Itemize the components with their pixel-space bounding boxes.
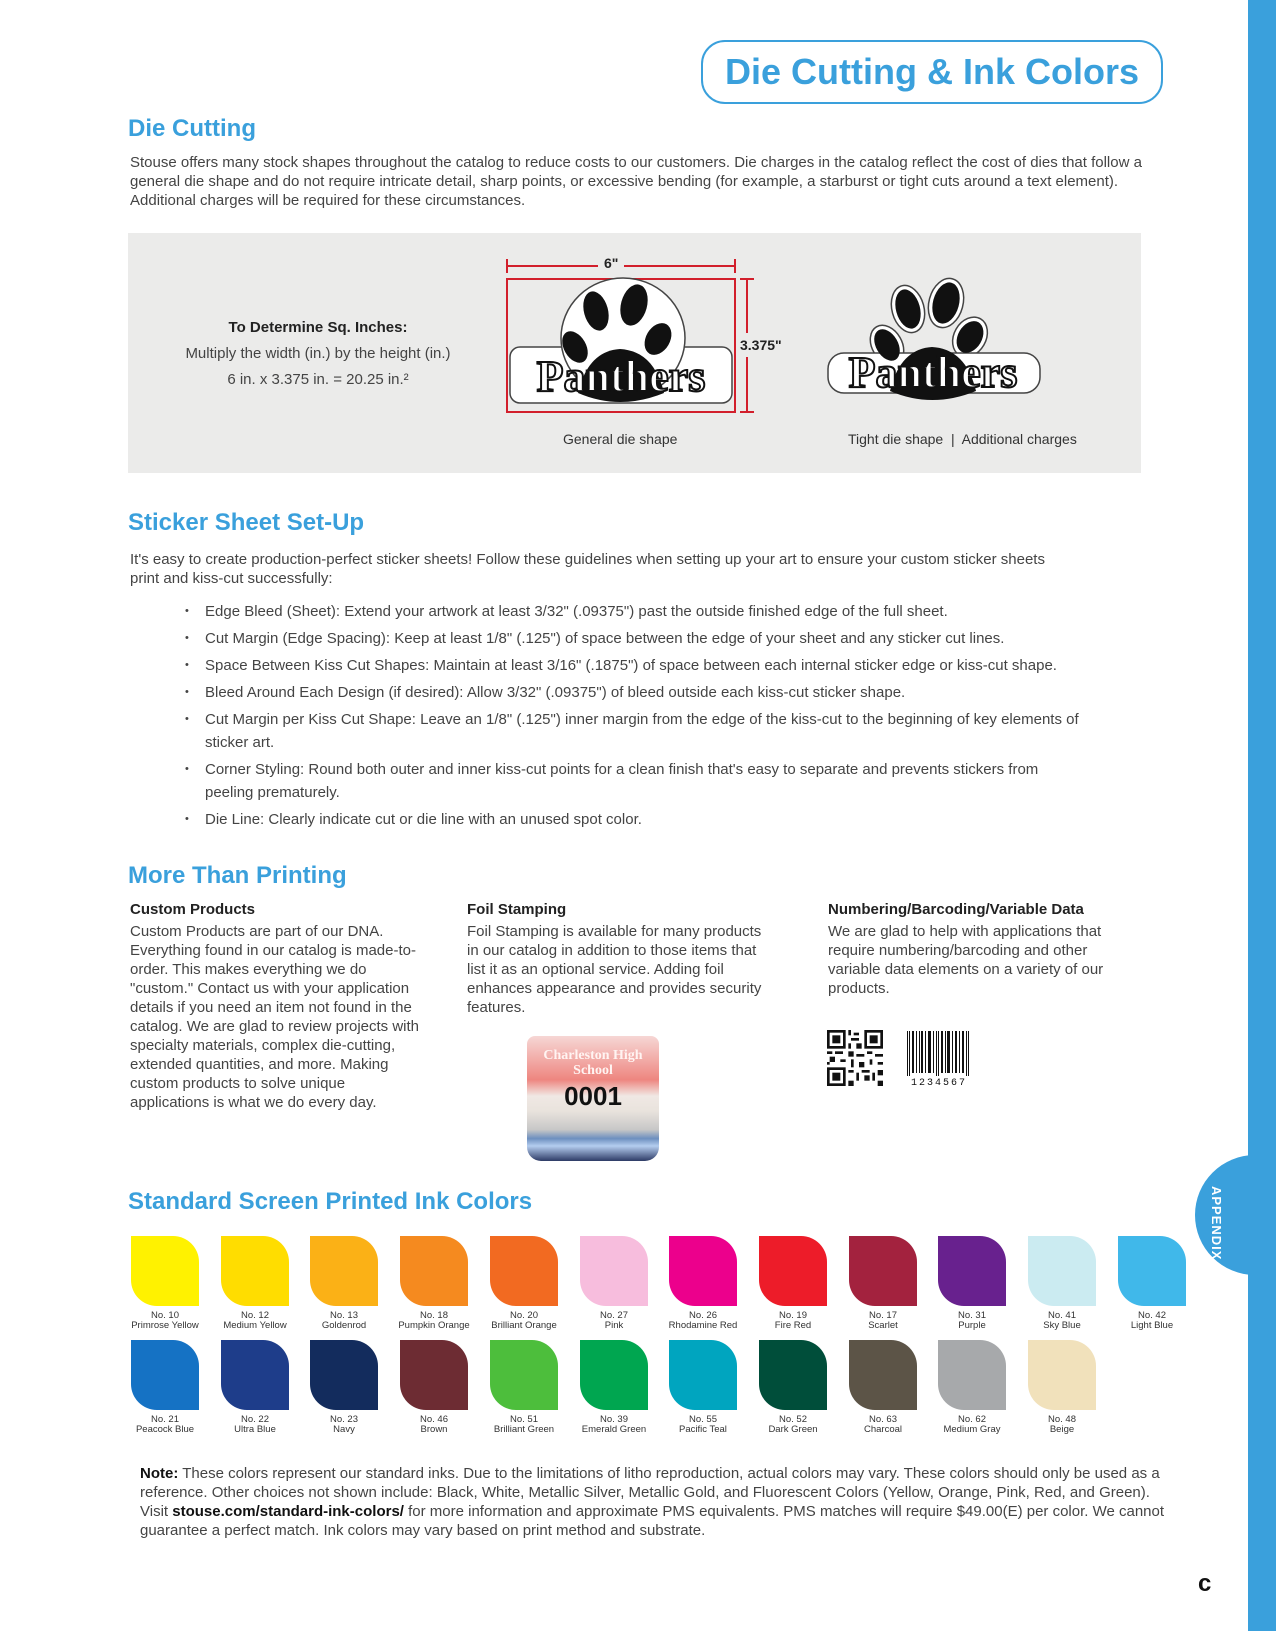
list-item: • Die Line: Clearly indicate cut or die line with an unused spot color. xyxy=(180,808,1080,831)
list-item: • Bleed Around Each Design (if desired): Allow 3/32" (.09375") of bleed outside each kiss-cut sticker shape. xyxy=(180,681,1080,704)
ink-swatch-label xyxy=(833,1415,933,1435)
ink-name: Light Blue xyxy=(1130,1320,1174,1331)
ink-number: No. 63 xyxy=(869,1414,897,1425)
ink-number: No. 55 xyxy=(689,1414,717,1425)
ink-swatch xyxy=(849,1236,917,1306)
ink-number: No. 41 xyxy=(1048,1310,1076,1321)
sticker-sheet-intro: It's easy to create production-perfect sticker sheets! Follow these guidelines when setting up your art to ensure your custom sticker sheets print and kiss-cut successfully: xyxy=(130,551,1045,587)
ink-number: No. 46 xyxy=(420,1414,448,1425)
ink-number: No. 18 xyxy=(420,1310,448,1321)
die-cutting-heading: Die Cutting xyxy=(128,115,256,142)
ink-number: No. 27 xyxy=(600,1310,628,1321)
ink-name: Purple xyxy=(958,1320,986,1331)
ink-swatch-label xyxy=(564,1311,664,1331)
ink-colors-link[interactable]: stouse.com/standard-ink-colors/ xyxy=(172,1503,404,1520)
ink-name: Medium Yellow xyxy=(223,1320,287,1331)
ink-swatch xyxy=(1118,1236,1186,1306)
ink-number: No. 21 xyxy=(151,1414,179,1425)
ink-name: Emerald Green xyxy=(581,1424,647,1435)
ink-swatch-label xyxy=(205,1415,305,1435)
ink-number: No. 48 xyxy=(1048,1414,1076,1425)
ink-swatch xyxy=(669,1340,737,1410)
ink-swatch-label xyxy=(474,1415,574,1435)
custom-products-body: Custom Products are part of our DNA. Everything found in our catalog is made-to-order. This makes everything we do "custom." Contact us with your application details if you need an item not found in the catalog. We are glad to review projects with specialty materials, complex die-cutting, extended quantities, and more. Making custom products to solve unique applications is what we do every day. xyxy=(130,923,420,1111)
die-cutting-body: Stouse offers many stock shapes throughout the catalog to reduce costs to our customers. Die charges in the catalog reflect the cost of dies that follow a general die shape and do not require intricate detail, sharp points, or excessive bending (for example, a starburst or tight cuts around a text element). Additional charges will be required for these circumstances. xyxy=(130,154,1142,209)
list-item: • Cut Margin per Kiss Cut Shape: Leave an 1/8" (.125") inner margin from the edge of the kiss-cut to the beginning of key elements of sticker art. xyxy=(180,708,1080,754)
ink-name: Brown xyxy=(420,1424,448,1435)
ink-swatch xyxy=(221,1340,289,1410)
ink-number: No. 10 xyxy=(151,1310,179,1321)
ink-name: Beige xyxy=(1049,1424,1075,1435)
ink-swatch-label xyxy=(922,1415,1022,1435)
height-tick-top xyxy=(740,278,754,280)
page-title: Die Cutting & Ink Colors xyxy=(701,40,1163,104)
svg-text:Panthers: Panthers xyxy=(536,352,706,401)
sticker-guidelines-list xyxy=(180,600,1080,835)
width-tick-right xyxy=(734,259,736,273)
ink-swatch xyxy=(849,1340,917,1410)
barcode-icon xyxy=(906,1031,972,1086)
ink-swatch xyxy=(131,1340,199,1410)
sticker-sheet-heading: Sticker Sheet Set-Up xyxy=(128,509,365,536)
caption-tight-die: Tight die shape | Additional charges xyxy=(848,431,1077,447)
ink-swatch-label xyxy=(294,1311,394,1331)
ink-number: No. 62 xyxy=(958,1414,986,1425)
note-text-1: These colors represent our standard inks. Due to the limitations of litho reproduction, actual colors may vary. These colors should only be used as a reference. Other choices not shown include: Black, White, Metallic Silver, Metallic Gold, and Fluorescent Colors (Yellow, Orange, Pink, Red, and Green). Visit xyxy=(140,1465,1160,1520)
ink-swatch-label xyxy=(564,1415,664,1435)
sq-inches-line2: 6 in. x 3.375 in. = 20.25 in.² xyxy=(227,371,409,388)
ink-number: No. 13 xyxy=(330,1310,358,1321)
ink-swatch xyxy=(580,1236,648,1306)
list-item: • Edge Bleed (Sheet): Extend your artwork at least 3/32" (.09375") past the outside finished edge of the full sheet. xyxy=(180,600,1080,623)
ink-number: No. 17 xyxy=(869,1310,897,1321)
foil-stamping-column xyxy=(467,900,767,1017)
ink-number: No. 26 xyxy=(689,1310,717,1321)
ink-swatch-label xyxy=(1102,1311,1202,1331)
note-text-2: for more information and approximate PMS equivalents. PMS matches will require $49.00(E) per color. We cannot guarantee a perfect match. Ink colors may vary based on print method and substrate. xyxy=(140,1503,1165,1539)
list-item: • Cut Margin (Edge Spacing): Keep at least 1/8" (.125") of space between the edge of your sheet and any sticker cut lines. xyxy=(180,627,1080,650)
foil-stamping-sample-image xyxy=(527,1036,659,1161)
ink-swatch-label xyxy=(1012,1311,1112,1331)
foil-stamping-body: Foil Stamping is available for many products in our catalog in addition to those items that list it as an optional service. Adding foil enhances appearance and provides security features. xyxy=(467,923,762,1016)
ink-name: Ultra Blue xyxy=(234,1424,276,1435)
ink-swatch xyxy=(759,1236,827,1306)
appendix-tab-label: APPENDIX xyxy=(1209,1186,1224,1261)
custom-products-title: Custom Products xyxy=(130,901,256,918)
ink-swatch-label xyxy=(743,1415,843,1435)
height-tick-bottom xyxy=(740,411,754,413)
variable-data-title: Numbering/Barcoding/Variable Data xyxy=(828,901,1084,918)
ink-name: Pumpkin Orange xyxy=(398,1320,470,1331)
ink-number: No. 31 xyxy=(958,1310,986,1321)
svg-text:Panthers: Panthers xyxy=(848,348,1018,397)
svg-text:1234567: 1234567 xyxy=(910,1078,968,1086)
sq-inches-line1: Multiply the width (in.) by the height (in.) xyxy=(185,345,451,362)
foil-sample-number: 0001 xyxy=(564,1081,622,1111)
panther-sticker-tight xyxy=(820,271,1046,409)
ink-name: Fire Red xyxy=(774,1320,812,1331)
ink-colors-note xyxy=(140,1464,1170,1540)
ink-number: No. 12 xyxy=(241,1310,269,1321)
foil-sample-school: Charleston High School xyxy=(543,1048,643,1078)
ink-swatch-label xyxy=(205,1311,305,1331)
ink-name: Medium Gray xyxy=(943,1424,1001,1435)
ink-swatch-label xyxy=(384,1415,484,1435)
ink-swatch-label xyxy=(1012,1415,1112,1435)
note-label: Note: xyxy=(140,1465,179,1482)
ink-swatch-label xyxy=(743,1311,843,1331)
ink-name: Brilliant Green xyxy=(493,1424,555,1435)
ink-colors-heading: Standard Screen Printed Ink Colors xyxy=(128,1188,533,1215)
ink-swatch-label xyxy=(115,1311,215,1331)
list-item: • Corner Styling: Round both outer and inner kiss-cut points for a clean finish that's easy to separate and prevents stickers from peeling prematurely. xyxy=(180,758,1080,804)
ink-number: No. 22 xyxy=(241,1414,269,1425)
ink-number: No. 20 xyxy=(510,1310,538,1321)
ink-swatch xyxy=(310,1340,378,1410)
ink-number: No. 19 xyxy=(779,1310,807,1321)
ink-name: Rhodamine Red xyxy=(668,1320,738,1331)
width-tick-left xyxy=(506,259,508,273)
foil-stamping-title: Foil Stamping xyxy=(467,901,567,918)
ink-swatch-label xyxy=(474,1311,574,1331)
ink-swatch xyxy=(131,1236,199,1306)
side-color-bar xyxy=(1248,0,1276,1631)
ink-swatch-label xyxy=(833,1311,933,1331)
height-label: 3.375" xyxy=(740,333,782,357)
ink-number: No. 51 xyxy=(510,1414,538,1425)
ink-name: Dark Green xyxy=(768,1424,818,1435)
ink-swatch xyxy=(1028,1236,1096,1306)
ink-name: Brilliant Orange xyxy=(491,1320,557,1331)
die-cutting-diagram xyxy=(128,233,1141,473)
ink-swatch-label xyxy=(294,1415,394,1435)
ink-swatch xyxy=(400,1340,468,1410)
variable-data-body: We are glad to help with applications that require numbering/barcoding and other variable data elements on a variety of our products. xyxy=(828,923,1104,997)
ink-name: Pacific Teal xyxy=(679,1424,727,1435)
custom-products-column xyxy=(130,900,420,1112)
ink-swatch-label xyxy=(922,1311,1022,1331)
list-item: • Space Between Kiss Cut Shapes: Maintain at least 3/16" (.1875") of space between each internal sticker edge or kiss-cut shape. xyxy=(180,654,1080,677)
ink-swatch xyxy=(310,1236,378,1306)
ink-number: No. 42 xyxy=(1138,1310,1166,1321)
ink-number: No. 39 xyxy=(600,1414,628,1425)
ink-name: Sky Blue xyxy=(1043,1320,1081,1331)
ink-swatch xyxy=(938,1340,1006,1410)
ink-name: Goldenrod xyxy=(321,1320,367,1331)
ink-name: Scarlet xyxy=(868,1320,898,1331)
ink-swatch xyxy=(938,1236,1006,1306)
ink-name: Navy xyxy=(333,1424,355,1435)
sq-inches-title: To Determine Sq. Inches: xyxy=(228,319,408,336)
ink-swatch xyxy=(669,1236,737,1306)
ink-swatch xyxy=(221,1236,289,1306)
ink-swatch-label xyxy=(384,1311,484,1331)
ink-swatch xyxy=(400,1236,468,1306)
ink-swatch xyxy=(759,1340,827,1410)
width-label: 6" xyxy=(598,255,624,271)
ink-swatch xyxy=(1028,1340,1096,1410)
caption-general-die: General die shape xyxy=(563,431,678,447)
ink-swatch xyxy=(580,1340,648,1410)
page-letter: c xyxy=(1198,1570,1212,1597)
ink-name: Peacock Blue xyxy=(135,1424,195,1435)
ink-number: No. 52 xyxy=(779,1414,807,1425)
ink-swatch xyxy=(490,1236,558,1306)
ink-name: Primrose Yellow xyxy=(131,1320,199,1331)
qr-code-icon xyxy=(827,1030,883,1086)
variable-data-column xyxy=(828,900,1118,998)
ink-number: No. 23 xyxy=(330,1414,358,1425)
ink-name: Charcoal xyxy=(863,1424,903,1435)
ink-swatch-label xyxy=(653,1415,753,1435)
ink-swatch-label xyxy=(653,1311,753,1331)
ink-swatch xyxy=(490,1340,558,1410)
ink-name: Pink xyxy=(604,1320,624,1331)
more-than-printing-heading: More Than Printing xyxy=(128,862,347,889)
ink-swatch-label xyxy=(115,1415,215,1435)
sq-inches-explainer xyxy=(168,315,468,393)
panther-sticker-general xyxy=(508,273,734,411)
